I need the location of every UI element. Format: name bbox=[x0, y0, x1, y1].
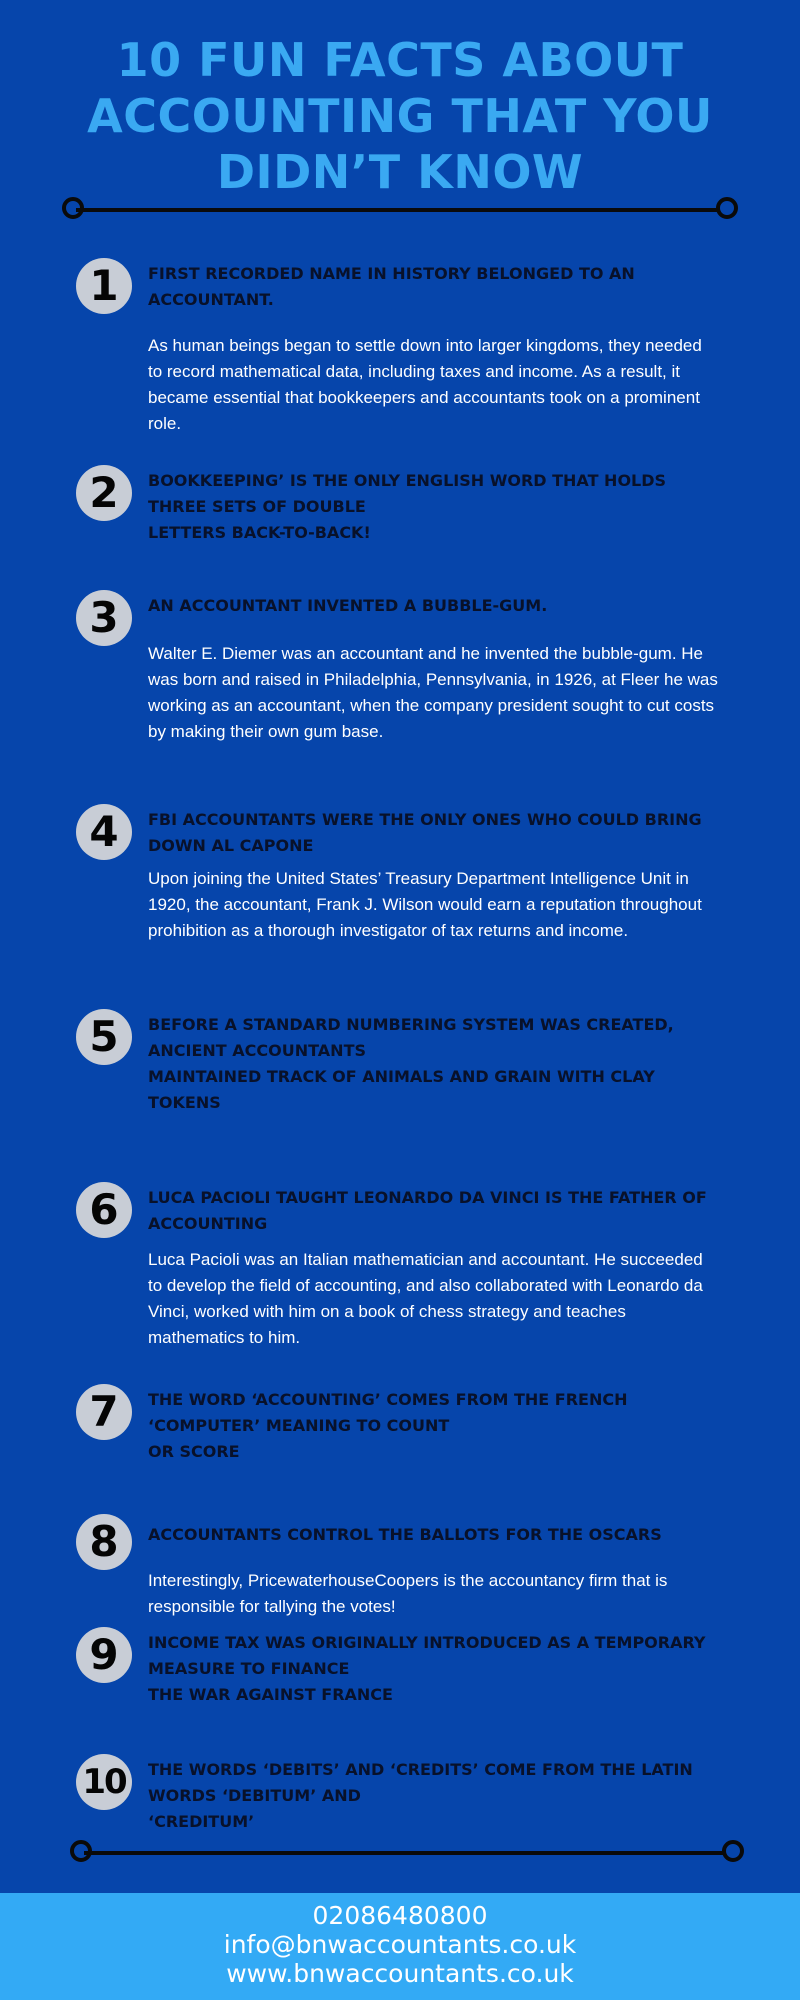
fact-number-badge: 3 bbox=[76, 590, 132, 646]
fact-number-badge: 2 bbox=[76, 465, 132, 521]
fact-heading: BEFORE A STANDARD NUMBERING SYSTEM WAS CREATED, ANCIENT ACCOUNTANTS MAINTAINED TRACK OF ANIMALS AND GRAIN WITH CLAY TOKENS bbox=[148, 1015, 674, 1112]
fact-body: Luca Pacioli was an Italian mathematician and accountant. He succeeded to develop the field of accounting, and also collaborated with Leonardo da Vinci, worked with him on a book of chess strategy and teaches mathematics to him. bbox=[148, 1250, 703, 1347]
fact-heading: LUCA PACIOLI TAUGHT LEONARDO DA VINCI IS THE FATHER OF ACCOUNTING bbox=[148, 1188, 707, 1233]
fact-number-badge: 1 bbox=[76, 258, 132, 314]
contact-footer bbox=[0, 1893, 800, 2000]
fact-heading: FBI ACCOUNTANTS WERE THE ONLY ONES WHO COULD BRING DOWN AL CAPONE bbox=[148, 810, 702, 855]
bottom-divider bbox=[70, 1838, 744, 1868]
email-link[interactable]: info@bnwaccountants.co.uk bbox=[223, 1930, 577, 1959]
fact-heading: ACCOUNTANTS CONTROL THE BALLOTS FOR THE OSCARS bbox=[148, 1525, 662, 1544]
phone-number[interactable]: 02086480800 bbox=[312, 1901, 488, 1930]
fact-body: Walter E. Diemer was an accountant and he invented the bubble-gum. He was born and raised in Philadelphia, Pennsylvania, in 1926, at Fleer he was working as an accountant, when the company president sought to cut costs by making their own gum base. bbox=[148, 644, 718, 741]
fact-heading: FIRST RECORDED NAME IN HISTORY BELONGED TO AN ACCOUNTANT. bbox=[148, 264, 635, 309]
fact-body: Upon joining the United States’ Treasury Department Intelligence Unit in 1920, the accountant, Frank J. Wilson would earn a reputation throughout prohibition as a thorough investigator of tax returns and income. bbox=[148, 869, 702, 940]
fact-number-badge: 10 bbox=[76, 1754, 132, 1810]
fact-number-badge: 4 bbox=[76, 804, 132, 860]
fact-number-badge: 7 bbox=[76, 1384, 132, 1440]
fact-heading: THE WORDS ‘DEBITS’ AND ‘CREDITS’ COME FROM THE LATIN WORDS ‘DEBITUM’ AND ‘CREDITUM’ bbox=[148, 1760, 693, 1831]
fact-number-badge: 6 bbox=[76, 1182, 132, 1238]
fact-heading: AN ACCOUNTANT INVENTED A BUBBLE-GUM. bbox=[148, 596, 548, 615]
divider-circle-icon bbox=[722, 1840, 744, 1862]
fact-body: As human beings began to settle down into larger kingdoms, they needed to record mathematical data, including taxes and income. As a result, it became essential that bookkeepers and accountants took on a prominent role. bbox=[148, 336, 702, 433]
fact-number-badge: 5 bbox=[76, 1009, 132, 1065]
fact-heading: THE WORD ‘ACCOUNTING’ COMES FROM THE FRENCH ‘COMPUTER’ MEANING TO COUNT OR SCORE bbox=[148, 1390, 628, 1461]
fact-heading: BOOKKEEPING’ IS THE ONLY ENGLISH WORD THAT HOLDS THREE SETS OF DOUBLE LETTERS BACK-TO-BACK! bbox=[148, 471, 667, 542]
top-divider bbox=[62, 195, 738, 225]
divider-circle-icon bbox=[716, 197, 738, 219]
page-title: 10 FUN FACTS ABOUT ACCOUNTING THAT YOU DIDN’T KNOW bbox=[87, 33, 713, 199]
fact-heading: INCOME TAX WAS ORIGINALLY INTRODUCED AS A TEMPORARY MEASURE TO FINANCE THE WAR AGAINST FRANCE bbox=[148, 1633, 706, 1704]
fact-number-badge: 8 bbox=[76, 1514, 132, 1570]
fact-body: Interestingly, PricewaterhouseCoopers is the accountancy firm that is responsible for tallying the votes! bbox=[148, 1571, 668, 1616]
divider-line bbox=[84, 1851, 730, 1855]
divider-line bbox=[76, 208, 724, 212]
fact-number-badge: 9 bbox=[76, 1627, 132, 1683]
website-link[interactable]: www.bnwaccountants.co.uk bbox=[226, 1959, 574, 1988]
